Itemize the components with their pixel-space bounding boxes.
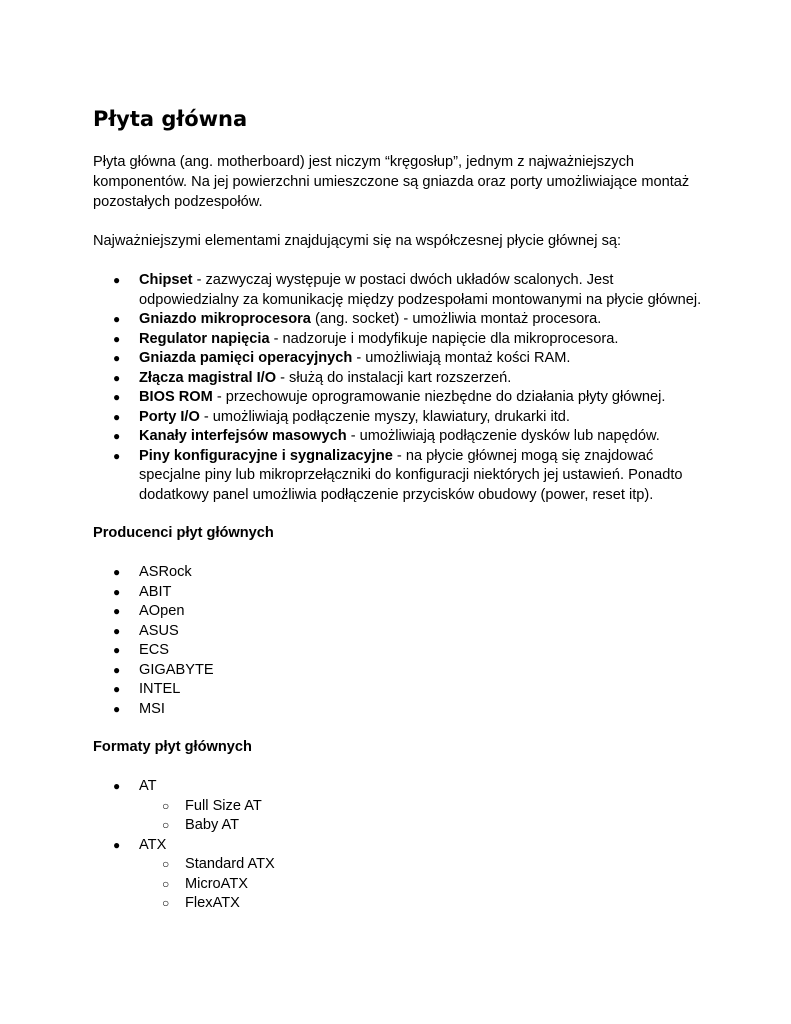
producers-list [93,563,713,719]
list-item-desc: (ang. socket) - umożliwia montaż procesora. [310,311,602,327]
bullet-icon: ● [113,682,121,696]
list-item-term: Regulator napięcia [139,330,270,347]
formats-list [93,777,713,914]
sub-list-item [139,894,713,914]
bullet-icon: ● [113,390,121,404]
list-item-term: Chipset [139,272,193,288]
elements-list [93,271,713,505]
bullet-icon: ● [113,701,121,716]
list-item-term: Kanały interfejsów masowych [139,428,347,444]
list-item-desc: - nadzoruje i modyfikuje napięcie dla mikroprocesora. [269,330,619,347]
list-item [93,622,713,642]
elements-intro-paragraph: Najważniejszymi elementami znajdującymi się na współczesnej płycie głównej są: [93,233,622,249]
list-item-term: Piny konfiguracyjne i sygnalizacyjne [139,447,393,464]
bullet-icon: ● [113,331,121,346]
bullet-icon: ● [113,584,121,599]
list-item [93,641,713,661]
producer-name: INTEL [139,681,181,697]
list-item [93,427,713,447]
producer-name: ABIT [139,583,172,600]
sub-list-item [139,875,713,895]
sub-format-name: Standard ATX [185,856,275,872]
bullet-icon: ● [113,643,121,657]
list-item [93,836,713,914]
list-item-desc: - umożliwiają podłączenie myszy, klawiatury, drukarki itd. [199,408,570,425]
bullet-icon: ● [113,429,121,443]
format-name: ATX [139,836,167,853]
list-item [93,661,713,681]
circle-bullet-icon: ○ [162,896,170,910]
bullet-icon: ● [113,409,121,424]
circle-bullet-icon: ○ [162,857,170,871]
list-item-desc: - umożliwiają podłączenie dysków lub napędów. [346,428,660,444]
circle-bullet-icon: ○ [162,876,170,891]
producer-name: ECS [139,642,170,658]
list-item [93,563,713,583]
bullet-icon: ● [113,312,121,326]
list-item-term: Gniazdo mikroprocesora [139,311,311,327]
list-item-term: Porty I/O [139,408,200,425]
list-item [93,330,713,350]
formats-heading: Formaty płyt głównych [93,739,252,755]
list-item [93,310,713,330]
bullet-icon: ● [113,448,121,463]
producer-name: GIGABYTE [139,661,214,678]
sub-list-item [139,797,713,817]
list-item [93,388,713,408]
list-item [93,369,713,389]
document-page [93,104,713,914]
bullet-icon: ● [113,662,121,677]
list-item [93,408,713,428]
producers-heading: Producenci płyt głównych [93,525,274,541]
list-item [93,777,713,836]
list-item [93,700,713,720]
bullet-icon: ● [113,351,121,365]
producer-name: AOpen [139,603,185,619]
producer-name: ASRock [139,564,192,580]
bullet-icon: ● [113,604,121,618]
page-title: Płyta główna [93,107,248,131]
sub-list-item [139,855,713,875]
list-item-desc: - na płycie głównej mogą się znajdować specjalne piny lub mikroprzełączniki do konfiguracji niektórych jej ustawień. Ponadto dodatkowy panel umożliwia podłączenie przycisków obudowy (power, reset itp). [139,447,683,503]
sub-format-name: Full Size AT [185,797,262,814]
list-item [93,349,713,369]
sub-format-name: Baby AT [185,817,240,833]
list-item-desc: - umożliwiają montaż kości RAM. [352,350,571,366]
producer-name: ASUS [139,622,179,639]
bullet-icon: ● [113,565,121,579]
producer-name: MSI [139,700,165,717]
sub-format-name: FlexATX [185,895,240,911]
list-item [93,271,713,310]
list-item [93,583,713,603]
list-item [93,447,713,506]
bullet-icon: ● [113,779,121,793]
intro-paragraph: Płyta główna (ang. motherboard) jest niczym “kręgosłup”, jednym z najważniejszych komponentów. Na jej powierzchni umieszczone są gniazda oraz porty umożliwiające montaż pozostałych podzespołów. [93,154,690,210]
sub-list [139,797,713,836]
bullet-icon: ● [113,837,121,852]
list-item-desc: - przechowuje oprogramowanie niezbędne do działania płyty głównej. [212,389,666,405]
bullet-icon: ● [113,273,121,287]
sub-format-name: MicroATX [185,875,248,892]
list-item-desc: - służą do instalacji kart rozszerzeń. [276,369,512,386]
list-item-desc: - zazwyczaj występuje w postaci dwóch układów scalonych. Jest odpowiedzialny za komunikację między podzespołami montowanymi na płycie głównej. [139,272,702,308]
bullet-icon: ● [113,623,121,638]
format-name: AT [139,778,157,794]
circle-bullet-icon: ○ [162,798,170,813]
sub-list [139,855,713,914]
list-item-term: Złącza magistral I/O [139,369,277,386]
list-item-term: Gniazda pamięci operacyjnych [139,350,353,366]
list-item [93,680,713,700]
circle-bullet-icon: ○ [162,818,170,832]
sub-list-item [139,816,713,836]
list-item-term: BIOS ROM [139,389,213,405]
list-item [93,602,713,622]
bullet-icon: ● [113,370,121,385]
